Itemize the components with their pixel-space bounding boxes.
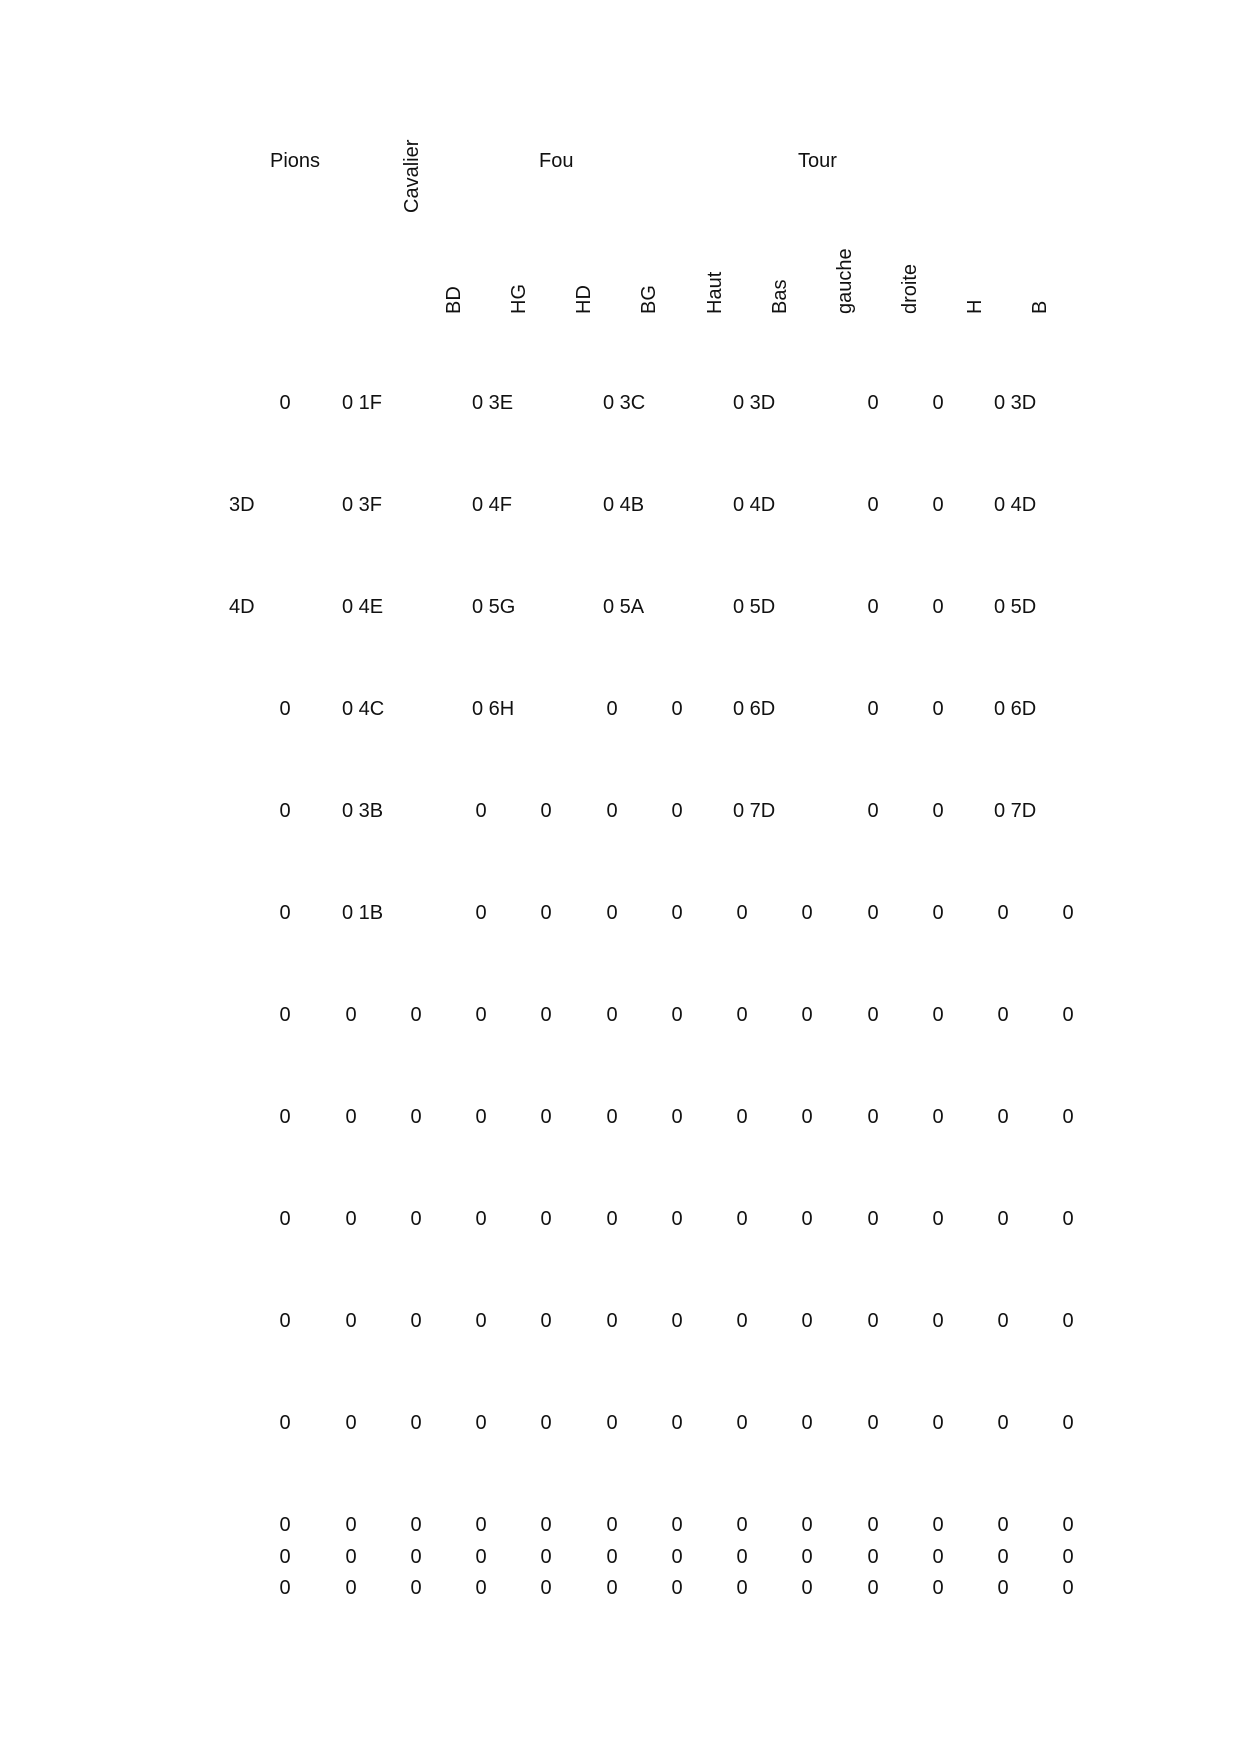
table-cell: 0 [410, 1310, 422, 1332]
table-cell: 0 [279, 1546, 291, 1568]
table-cell: 0 6D [733, 698, 776, 720]
table-cell: 0 [475, 800, 487, 822]
table-cell: 4D [229, 596, 255, 618]
table-cell: 0 [606, 800, 618, 822]
table-cell: 0 [867, 800, 879, 822]
table-cell: 0 [671, 1577, 683, 1599]
table-cell: 0 4D [733, 494, 776, 516]
table-cell: 0 [475, 902, 487, 924]
table-cell: 0 [736, 1106, 748, 1128]
table-cell: 0 [1062, 1208, 1074, 1230]
table-cell: 0 [867, 1004, 879, 1026]
table-cell: 0 [801, 902, 813, 924]
table-cell: 0 [932, 1546, 944, 1568]
table-cell: 0 [540, 1412, 552, 1434]
table-cell: 0 [997, 1412, 1009, 1434]
table-cell: 0 5G [472, 596, 516, 618]
sub-header-hg: HG [508, 284, 530, 314]
table-cell: 0 5D [994, 596, 1037, 618]
table-cell: 0 [736, 902, 748, 924]
table-cell: 0 [410, 1546, 422, 1568]
sub-header-haut: Haut [704, 271, 726, 314]
table-cell: 0 [1062, 1546, 1074, 1568]
table-cell: 0 [801, 1310, 813, 1332]
table-cell: 0 [932, 1577, 944, 1599]
table-cell: 0 [736, 1546, 748, 1568]
table-cell: 0 [867, 698, 879, 720]
table-cell: 0 [671, 1546, 683, 1568]
table-cell: 0 [932, 800, 944, 822]
table-cell: 0 [1062, 902, 1074, 924]
table-cell: 0 3B [342, 800, 384, 822]
header-cavalier: Cavalier [401, 139, 423, 213]
table-cell: 0 [997, 1106, 1009, 1128]
table-cell: 0 [867, 1514, 879, 1536]
table-cell: 0 [1062, 1004, 1074, 1026]
table-cell: 0 [736, 1310, 748, 1332]
table-cell: 0 [1062, 1577, 1074, 1599]
table-cell: 0 [867, 1106, 879, 1128]
table-cell: 0 [345, 1106, 357, 1128]
table-cell: 0 [867, 392, 879, 414]
table-cell: 0 [932, 902, 944, 924]
table-cell: 0 [475, 1310, 487, 1332]
table-cell: 0 [671, 800, 683, 822]
table-cell: 0 [867, 1577, 879, 1599]
table-cell: 3D [229, 494, 255, 516]
table-cell: 0 [736, 1004, 748, 1026]
table-cell: 0 [671, 1004, 683, 1026]
table-cell: 0 [801, 1106, 813, 1128]
table-cell: 0 [671, 1106, 683, 1128]
table-cell: 0 [671, 1514, 683, 1536]
table-cell: 0 [867, 1412, 879, 1434]
table-cell: 0 [1062, 1412, 1074, 1434]
table-cell: 0 [997, 1310, 1009, 1332]
table-cell: 0 [606, 1412, 618, 1434]
table-cell: 0 [540, 800, 552, 822]
table-cell: 0 [671, 902, 683, 924]
table-cell: 0 [279, 1412, 291, 1434]
table-cell: 0 [606, 1004, 618, 1026]
table-cell: 0 5A [603, 596, 645, 618]
table-cell: 0 [345, 1546, 357, 1568]
table-cell: 0 [997, 1546, 1009, 1568]
table-cell: 0 [410, 1514, 422, 1536]
table-cell: 0 [997, 1514, 1009, 1536]
table-cell: 0 [801, 1577, 813, 1599]
table-cell: 0 6H [472, 698, 515, 720]
table-cell: 0 [475, 1577, 487, 1599]
table-cell: 0 [410, 1577, 422, 1599]
table-cell: 0 [997, 1208, 1009, 1230]
table-cell: 0 [1062, 1106, 1074, 1128]
table-cell: 0 [867, 1208, 879, 1230]
table-cell: 0 [345, 1208, 357, 1230]
table-cell: 0 [736, 1412, 748, 1434]
table-cell: 0 [932, 494, 944, 516]
table-cell: 0 [867, 902, 879, 924]
header-fou: Fou [539, 150, 574, 172]
table-cell: 0 [279, 800, 291, 822]
table-cell: 0 [410, 1208, 422, 1230]
table-cell: 0 [540, 1004, 552, 1026]
table-cell: 0 [279, 902, 291, 924]
table-cell: 0 [279, 1514, 291, 1536]
table-cell: 0 [997, 902, 1009, 924]
table-cell: 0 [736, 1514, 748, 1536]
table-cell: 0 4B [603, 494, 645, 516]
table-cell: 0 [867, 596, 879, 618]
table-cell: 0 [540, 1310, 552, 1332]
table-cell: 0 3D [733, 392, 776, 414]
table-cell: 0 [932, 1106, 944, 1128]
table-cell: 0 [606, 1514, 618, 1536]
table-cell: 0 [932, 698, 944, 720]
header-tour: Tour [798, 150, 837, 172]
table-cell: 0 [606, 902, 618, 924]
table-cell: 0 [345, 1310, 357, 1332]
table-cell: 0 [867, 494, 879, 516]
table-cell: 0 [475, 1004, 487, 1026]
table-cell: 0 [410, 1106, 422, 1128]
table-cell: 0 5D [733, 596, 776, 618]
sub-header-h: H [964, 299, 986, 314]
table-cell: 0 [997, 1004, 1009, 1026]
table-cell: 0 [932, 1514, 944, 1536]
table-cell: 0 [932, 596, 944, 618]
table-cell: 0 3C [603, 392, 646, 414]
sub-header-b: B [1029, 300, 1051, 314]
table-cell: 0 [606, 1546, 618, 1568]
table-cell: 0 [671, 1208, 683, 1230]
table-cell: 0 [1062, 1310, 1074, 1332]
table-cell: 0 [279, 698, 291, 720]
table-cell: 0 [540, 1514, 552, 1536]
table-cell: 0 [279, 392, 291, 414]
table-cell: 0 4C [342, 698, 385, 720]
table-cell: 0 [345, 1514, 357, 1536]
table-cell: 0 [736, 1208, 748, 1230]
table-cell: 0 [606, 1310, 618, 1332]
table-cell: 0 [279, 1310, 291, 1332]
table-cell: 0 4D [994, 494, 1037, 516]
sub-header-bd: BD [443, 286, 465, 314]
table-cell: 0 [475, 1106, 487, 1128]
table-cell: 0 1B [342, 902, 384, 924]
table-cell: 0 [606, 1577, 618, 1599]
table-cell: 0 [606, 698, 618, 720]
table-cell: 0 6D [994, 698, 1037, 720]
table-cell: 0 [932, 1004, 944, 1026]
table-cell: 0 [540, 1106, 552, 1128]
table-cell: 0 [475, 1412, 487, 1434]
table-cell: 0 [736, 1577, 748, 1599]
table-cell: 0 3D [994, 392, 1037, 414]
table-cell: 0 [932, 1412, 944, 1434]
table-cell: 0 [932, 1208, 944, 1230]
sub-header-bas: Bas [769, 279, 791, 314]
table-cell: 0 3E [472, 392, 514, 414]
table-cell: 0 [279, 1577, 291, 1599]
table-cell: 0 [606, 1106, 618, 1128]
table-cell: 0 3F [342, 494, 383, 516]
header-pions: Pions [270, 150, 321, 172]
table-cell: 0 [279, 1208, 291, 1230]
table-cell: 0 [540, 902, 552, 924]
table-cell: 0 [1062, 1514, 1074, 1536]
table-cell: 0 [801, 1208, 813, 1230]
table-cell: 0 [932, 1310, 944, 1332]
table-cell: 0 [606, 1208, 618, 1230]
table-cell: 0 [671, 1310, 683, 1332]
table-cell: 0 [410, 1412, 422, 1434]
table-cell: 0 [475, 1514, 487, 1536]
table-cell: 0 [671, 698, 683, 720]
table-cell: 0 [475, 1546, 487, 1568]
table-cell: 0 [475, 1208, 487, 1230]
table-cell: 0 [801, 1004, 813, 1026]
table-cell: 0 [801, 1412, 813, 1434]
sub-header-droite: droite [899, 263, 921, 314]
table-cell: 0 [801, 1546, 813, 1568]
table-cell: 0 [345, 1412, 357, 1434]
table-cell: 0 [279, 1106, 291, 1128]
table-cell: 0 [997, 1577, 1009, 1599]
table-cell: 0 [279, 1004, 291, 1026]
table-cell: 0 [867, 1546, 879, 1568]
table-cell: 0 [540, 1546, 552, 1568]
table-cell: 0 [540, 1577, 552, 1599]
sub-header-hd: HD [573, 285, 595, 314]
sub-header-bg: BG [638, 285, 660, 314]
sub-header-gauche: gauche [834, 248, 856, 314]
table-cell: 0 [540, 1208, 552, 1230]
table-cell: 0 [932, 392, 944, 414]
table-cell: 0 7D [733, 800, 776, 822]
table-cell: 0 7D [994, 800, 1037, 822]
table-cell: 0 [801, 1514, 813, 1536]
table-cell: 0 [345, 1004, 357, 1026]
table-cell: 0 [867, 1310, 879, 1332]
table-cell: 0 [671, 1412, 683, 1434]
table-cell: 0 [345, 1577, 357, 1599]
table-cell: 0 [410, 1004, 422, 1026]
table-cell: 0 4F [472, 494, 513, 516]
table-cell: 0 4E [342, 596, 384, 618]
table-cell: 0 1F [342, 392, 383, 414]
